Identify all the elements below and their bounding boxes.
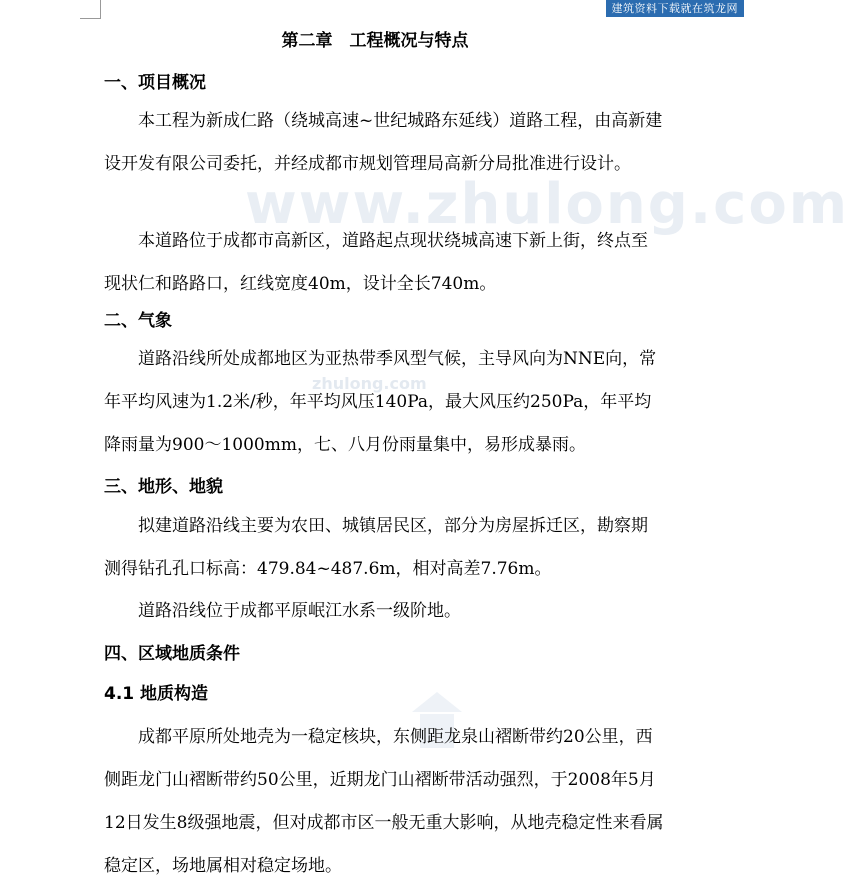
paragraph-project-2: 本道路位于成都市高新区，道路起点现状绕城高速下新上街，终点至现状仁和路路口，红线宽度40m，设计全长740m。 <box>104 231 648 294</box>
page-corner-mark <box>80 0 101 19</box>
paragraph-climate-1: 道路沿线所处成都地区为亚热带季风型气候，主导风向为NNE向，常年平均风速为1.2米/秒，年平均风压140Pa，最大风压约250Pa，年平均降雨量为900～1000mm，七、八月份雨量集中，易形成暴雨。 <box>104 349 657 455</box>
watermark-small-text: zhulong.com <box>312 374 427 393</box>
paragraph-terrain-2: 道路沿线位于成都平原岷江水系一级阶地。 <box>138 601 461 621</box>
paragraph-terrain-1: 拟建道路沿线主要为农田、城镇居民区，部分为房屋拆迁区，勘察期测得钻孔孔口标高：479.84~487.6m，相对高差7.76m。 <box>104 516 648 579</box>
section-heading-project-overview: 一、项目概况 <box>104 73 206 93</box>
section-heading-terrain: 三、地形、地貌 <box>104 477 223 497</box>
paragraph-project-1: 本工程为新成仁路（绕城高速~世纪城路东延线）道路工程，由高新建设开发有限公司委托，并经成都市规划管理局高新分局批准进行设计。 <box>104 111 663 174</box>
site-banner[interactable]: 建筑资料下载就在筑龙网 <box>606 0 745 17</box>
section-heading-climate: 二、气象 <box>104 311 172 331</box>
watermark-text: www.zhulong.com <box>245 172 849 237</box>
subsection-heading-geologic-structure: 4.1 地质构造 <box>104 684 209 704</box>
paragraph-geology-1: 成都平原所处地壳为一稳定核块，东侧距龙泉山褶断带约20公里，西侧距龙门山褶断带约50公里，近期龙门山褶断带活动强烈，于2008年5月12日发生8级强地震，但对成都市区一般无重大影响，从地壳稳定性来看属稳定区，场地属相对稳定场地。 <box>104 727 664 876</box>
section-heading-geology: 四、区域地质条件 <box>104 644 240 664</box>
chapter-title: 第二章 工程概况与特点 <box>281 31 469 51</box>
